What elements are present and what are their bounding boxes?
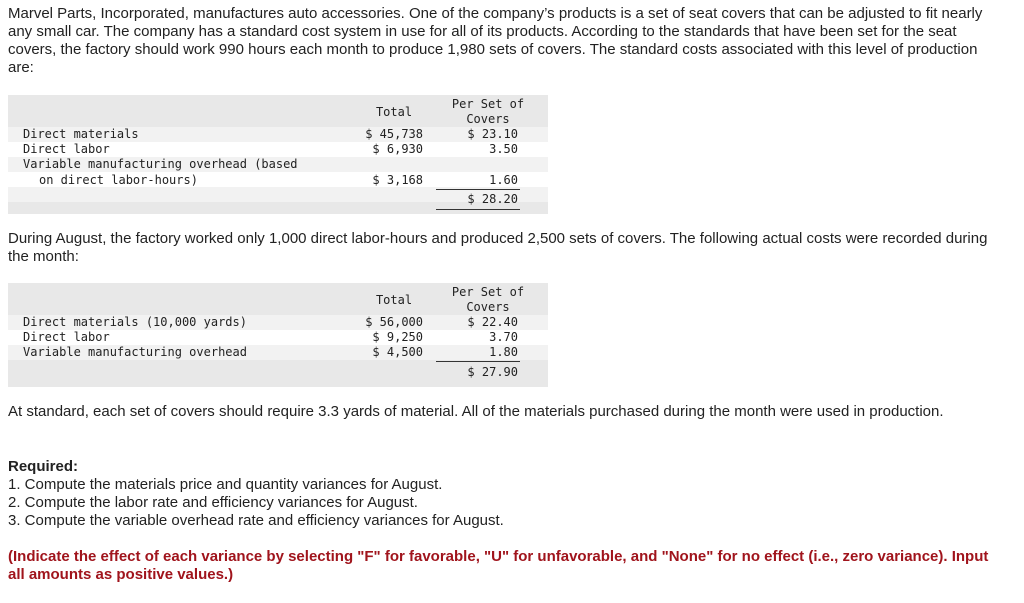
row-label: Direct materials (10,000 yards)	[23, 315, 247, 329]
row-label: Variable manufacturing overhead	[23, 345, 247, 359]
header-per-set-line2: Covers	[466, 300, 510, 314]
standard-note: At standard, each set of covers should require 3.3 yards of material. All of the materials purchased during the month were used in production.	[8, 403, 944, 420]
middle-paragraph: During August, the factory worked only 1,000 direct labor-hours and produced 2,500 sets of covers. The following actual costs were recorded during the month:	[8, 230, 988, 265]
row-per-set: $ 22.40	[467, 315, 518, 329]
per-set-sum: $ 28.20	[467, 192, 518, 206]
header-total: Total	[375, 293, 413, 307]
row-total: $ 3,168	[372, 173, 423, 187]
row-per-set: 3.70	[489, 330, 518, 344]
row-label: Direct labor	[23, 142, 110, 156]
row-per-set: $ 23.10	[467, 127, 518, 141]
row-total: $ 56,000	[365, 315, 423, 329]
required-item: 1. Compute the materials price and quantity variances for August.	[8, 476, 443, 493]
header-total: Total	[375, 105, 413, 119]
row-label: Direct labor	[23, 330, 110, 344]
row-label: Direct materials	[23, 127, 139, 141]
total-rule	[436, 209, 520, 210]
row-total: $ 6,930	[372, 142, 423, 156]
intro-paragraph: Marvel Parts, Incorporated, manufactures auto accessories. One of the company’s products is a set of seat covers that can be adjusted to fit nearly any small car. The company has a standard cost system in use for all of its products. According to the standards that have been set for the seat covers, the factory should work 990 hours each month to produce 1,980 sets of covers. The standard costs associated with this level of production are:	[8, 5, 983, 76]
required-heading: Required:	[8, 458, 79, 475]
row-per-set: 1.80	[489, 345, 518, 359]
subtotal-rule	[436, 189, 520, 190]
row-label: Variable manufacturing overhead (based	[23, 157, 298, 171]
header-per-set-line1: Per Set of	[451, 285, 525, 299]
row-label-continued: on direct labor-hours)	[39, 173, 198, 187]
required-item: 2. Compute the labor rate and efficiency variances for August.	[8, 494, 418, 511]
required-item: 3. Compute the variable overhead rate and efficiency variances for August.	[8, 512, 504, 529]
instruction-note: (Indicate the effect of each variance by selecting "F" for favorable, "U" for unfavorable, and "None" for no effect (i.e., zero variance). Input all amounts as positive values.)	[8, 548, 989, 583]
row-total: $ 9,250	[372, 330, 423, 344]
row-total: $ 45,738	[365, 127, 423, 141]
row-per-set: 3.50	[489, 142, 518, 156]
standard-cost-table	[8, 95, 548, 214]
actual-cost-table	[8, 283, 548, 387]
header-per-set-line2: Covers	[466, 112, 510, 126]
required-section	[8, 458, 998, 530]
row-total: $ 4,500	[372, 345, 423, 359]
per-set-sum: $ 27.90	[467, 365, 518, 379]
header-per-set-line1: Per Set of	[451, 97, 525, 111]
row-per-set: 1.60	[489, 173, 518, 187]
subtotal-rule	[436, 361, 520, 362]
